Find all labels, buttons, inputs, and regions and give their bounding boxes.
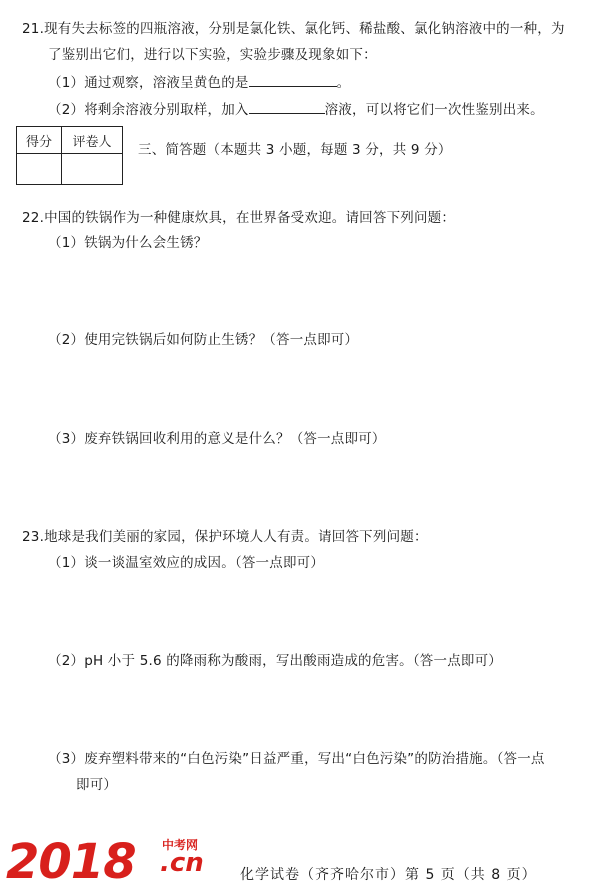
q21-sub2-answer-blank[interactable] [249, 99, 325, 114]
watermark-site-domain: .cn [160, 848, 204, 878]
q22-sub3: （3）废弃铁锅回收利用的意义是什么？（答一点即可） [48, 431, 386, 447]
q23-sub3-line2: 即可） [76, 777, 118, 793]
q23-sub3-line1: （3）废弃塑料带来的“白色污染”日益严重，写出“白色污染”的防治措施。（答一点 [48, 751, 545, 767]
q22-sub2: （2）使用完铁锅后如何防止生锈？（答一点即可） [48, 332, 359, 348]
q21-stem-line1: 21.现有失去标签的四瓶溶液，分别是氯化铁、氯化钙、稀盐酸、氯化钠溶液中的一种，为 [22, 21, 565, 37]
q21-sub2 [48, 99, 544, 119]
score-box-label-grader: 评卷人 [62, 127, 123, 154]
q21-sub1-end: 。 [336, 75, 351, 91]
q23-sub2: （2）pH 小于 5.6 的降雨称为酸雨，写出酸雨造成的危害。（答一点即可） [48, 653, 503, 669]
score-box-grader-cell[interactable] [62, 154, 123, 185]
section-3-title: 三、简答题（本题共 3 小题，每题 3 分，共 9 分） [138, 142, 452, 158]
q21-sub2-text: （2）将剩余溶液分别取样，加入 [48, 102, 249, 118]
q23-stem: 23.地球是我们美丽的家园，保护环境人人有责。请回答下列问题： [22, 529, 428, 545]
score-box [16, 126, 123, 185]
q21-stem-line2: 了鉴别出它们，进行以下实验，实验步骤及现象如下： [48, 47, 377, 63]
q22-sub1: （1）铁锅为什么会生锈？ [48, 235, 208, 251]
q22-stem: 22.中国的铁锅作为一种健康炊具，在世界备受欢迎。请回答下列问题： [22, 210, 456, 226]
page-footer: 化学试卷（齐齐哈尔市）第 5 页（共 8 页） [240, 867, 537, 883]
score-box-label-score: 得分 [17, 127, 62, 154]
watermark-site-name: 中考网 [162, 838, 199, 852]
q23-sub1: （1）谈一谈温室效应的成因。（答一点即可） [48, 555, 325, 571]
q21-sub1 [48, 72, 350, 92]
q21-sub1-text: （1）通过观察，溶液呈黄色的是 [48, 75, 249, 91]
watermark-year: 2018 [6, 834, 136, 890]
q21-sub2-end: 溶液，可以将它们一次性鉴别出来。 [324, 102, 544, 118]
q21-sub1-answer-blank[interactable] [249, 72, 337, 87]
score-box-score-cell[interactable] [17, 154, 62, 185]
